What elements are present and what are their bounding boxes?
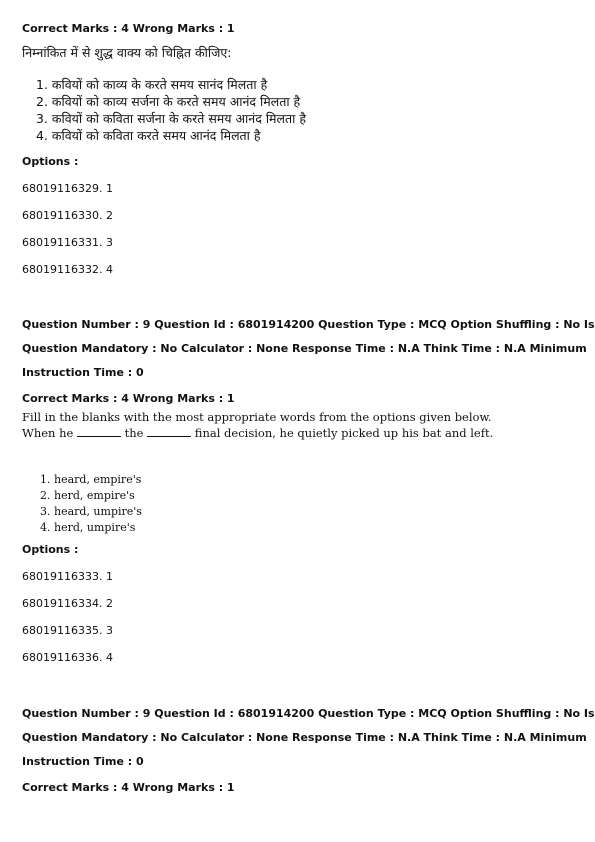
marks-line: Correct Marks : 4 Wrong Marks : 1 <box>22 781 235 794</box>
question-prompt: निम्नांकित में से शुद्ध वाक्य को चिह्नित कीजिए: <box>22 45 232 60</box>
options-label: Options : <box>22 543 79 556</box>
question-sentence <box>22 426 493 440</box>
option-id-3: 68019116335. 3 <box>22 624 113 637</box>
choice-3: 3. कवियों को कविता सर्जना के करते समय आनंद मिलता है <box>36 111 306 126</box>
question-header: Question Number : 9 Question Id : 6801914200 Question Type : MCQ Option Shuffling : No Is <box>22 707 595 720</box>
choice-2: 2. कवियों को काव्य सर्जना के करते समय आनंद मिलता है <box>36 94 301 109</box>
option-id-2: 68019116330. 2 <box>22 209 113 222</box>
fill-blank <box>77 426 121 437</box>
choice-3: 3. heard, umpire's <box>40 505 142 518</box>
marks-line: Correct Marks : 4 Wrong Marks : 1 <box>22 22 235 35</box>
sentence-part: final decision, he quietly picked up his bat and left. <box>194 426 494 440</box>
fill-blank <box>147 426 191 437</box>
options-label: Options : <box>22 155 79 168</box>
question-header: Question Mandatory : No Calculator : None Response Time : N.A Think Time : N.A Minimum <box>22 731 587 744</box>
question-header: Question Number : 9 Question Id : 6801914200 Question Type : MCQ Option Shuffling : No Is <box>22 318 595 331</box>
option-id-3: 68019116331. 3 <box>22 236 113 249</box>
question-header: Instruction Time : 0 <box>22 755 144 768</box>
option-id-2: 68019116334. 2 <box>22 597 113 610</box>
option-id-4: 68019116332. 4 <box>22 263 113 276</box>
option-id-1: 68019116329. 1 <box>22 182 113 195</box>
option-id-1: 68019116333. 1 <box>22 570 113 583</box>
choice-1: 1. heard, empire's <box>40 473 142 486</box>
question-instruction: Fill in the blanks with the most appropriate words from the options given below. <box>22 410 492 424</box>
question-header: Question Mandatory : No Calculator : None Response Time : N.A Think Time : N.A Minimum <box>22 342 587 355</box>
sentence-part: When he <box>22 426 74 440</box>
choice-2: 2. herd, empire's <box>40 489 135 502</box>
sentence-part: the <box>124 426 144 440</box>
option-id-4: 68019116336. 4 <box>22 651 113 664</box>
question-header: Instruction Time : 0 <box>22 366 144 379</box>
choice-1: 1. कवियों को काव्य के करते समय सानंद मिलता है <box>36 77 268 92</box>
choice-4: 4. कवियों को कविता करते समय आनंद मिलता है <box>36 128 261 143</box>
choice-4: 4. herd, umpire's <box>40 521 136 534</box>
marks-line: Correct Marks : 4 Wrong Marks : 1 <box>22 392 235 405</box>
